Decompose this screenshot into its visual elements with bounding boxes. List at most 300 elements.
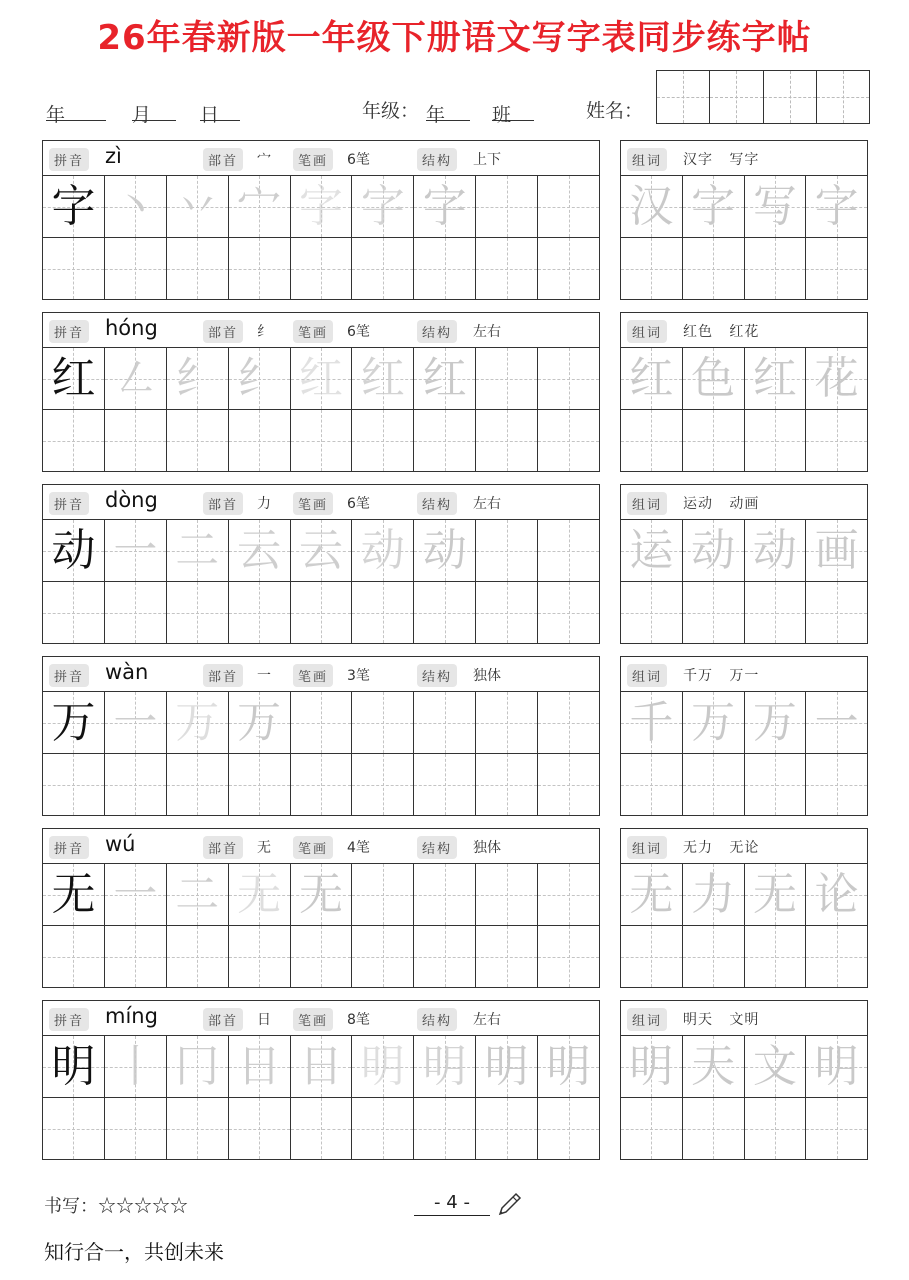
- pinyin-tag: 拼音: [49, 148, 89, 171]
- practice-cell[interactable]: [291, 582, 353, 643]
- practice-cell[interactable]: [476, 1098, 538, 1159]
- words-value: 千万 万一: [683, 668, 760, 684]
- practice-cell[interactable]: [229, 926, 291, 987]
- trace-char: 冂: [175, 1040, 220, 1092]
- practice-cell[interactable]: [476, 520, 538, 581]
- practice-cell[interactable]: [538, 410, 599, 471]
- practice-cell[interactable]: [105, 582, 167, 643]
- practice-cell[interactable]: [476, 754, 538, 815]
- word-trace-char: 万: [752, 696, 797, 748]
- word-trace-cell[interactable]: [806, 176, 867, 237]
- practice-cell[interactable]: [476, 176, 538, 237]
- trace-char: 一: [113, 868, 158, 920]
- practice-cell[interactable]: [43, 410, 105, 471]
- trace-char: 字: [360, 180, 405, 232]
- words-tag: 组词: [627, 492, 667, 515]
- trace-char: 动: [360, 524, 405, 576]
- char-panel: [42, 1000, 600, 1160]
- trace-cell[interactable]: [105, 864, 167, 925]
- word-practice-cell[interactable]: [745, 238, 807, 299]
- practice-cell[interactable]: [414, 582, 476, 643]
- word-trace-row: [621, 176, 867, 238]
- trace-char: 丨: [113, 1040, 158, 1092]
- char-header: [43, 657, 599, 692]
- word-trace-row: [621, 692, 867, 754]
- practice-cell[interactable]: [167, 754, 229, 815]
- practice-cell[interactable]: [43, 1098, 105, 1159]
- pinyin-value: dòng: [105, 488, 158, 512]
- practice-cell[interactable]: [476, 410, 538, 471]
- trace-cell[interactable]: [105, 520, 167, 581]
- radical-tag: 部首: [203, 1008, 243, 1031]
- pinyin-tag: 拼音: [49, 320, 89, 343]
- pinyin-value: wú: [105, 832, 136, 856]
- trace-cell[interactable]: [476, 1036, 538, 1097]
- trace-cell[interactable]: [167, 1036, 229, 1097]
- model-cell: [43, 692, 105, 753]
- trace-char: 二: [175, 868, 220, 920]
- word-practice-row: [621, 926, 867, 987]
- word-trace-char: 字: [691, 180, 736, 232]
- word-practice-cell[interactable]: [621, 582, 683, 643]
- word-trace-cell[interactable]: [621, 176, 683, 237]
- word-trace-cell[interactable]: [745, 348, 807, 409]
- radical-tag: 部首: [203, 836, 243, 859]
- practice-cell[interactable]: [167, 238, 229, 299]
- trace-cell[interactable]: [352, 1036, 414, 1097]
- word-trace-char: 千: [629, 696, 674, 748]
- practice-cell[interactable]: [414, 864, 476, 925]
- word-practice-cell[interactable]: [621, 410, 683, 471]
- page-title: 26年春新版一年级下册语文写字表同步练字帖: [97, 18, 812, 58]
- practice-cell[interactable]: [105, 410, 167, 471]
- model-cell: [43, 348, 105, 409]
- char-grid: [43, 1036, 599, 1159]
- pinyin-value: hóng: [105, 316, 158, 340]
- practice-cell[interactable]: [229, 238, 291, 299]
- words-header: [621, 657, 867, 692]
- practice-cell[interactable]: [43, 754, 105, 815]
- trace-cell[interactable]: [105, 1036, 167, 1097]
- radical-value: 力: [257, 496, 271, 512]
- practice-cell[interactable]: [538, 520, 599, 581]
- practice-cell[interactable]: [229, 1098, 291, 1159]
- practice-row: [43, 238, 599, 299]
- trace-cell[interactable]: [167, 348, 229, 409]
- info-row: [46, 92, 646, 126]
- word-practice-cell[interactable]: [745, 410, 807, 471]
- practice-cell[interactable]: [414, 410, 476, 471]
- word-practice-cell[interactable]: [806, 1098, 867, 1159]
- trace-char: 明: [360, 1040, 405, 1092]
- char-grid: [43, 176, 599, 299]
- word-practice-cell[interactable]: [683, 582, 745, 643]
- practice-row: [43, 582, 599, 643]
- words-value: 红色 红花: [683, 324, 760, 340]
- word-trace-char: 字: [814, 180, 859, 232]
- practice-cell[interactable]: [229, 582, 291, 643]
- practice-cell[interactable]: [414, 238, 476, 299]
- word-practice-cell[interactable]: [683, 1098, 745, 1159]
- word-trace-char: 万: [691, 696, 736, 748]
- pinyin-value: míng: [105, 1004, 158, 1028]
- words-grid: [621, 520, 867, 643]
- char-panel: [42, 656, 600, 816]
- word-trace-cell[interactable]: [745, 176, 807, 237]
- word-trace-cell[interactable]: [683, 176, 745, 237]
- pinyin-tag: 拼音: [49, 664, 89, 687]
- practice-cell[interactable]: [352, 582, 414, 643]
- model-char: 无: [51, 868, 96, 920]
- radical-tag: 部首: [203, 320, 243, 343]
- trace-cell[interactable]: [229, 692, 291, 753]
- word-trace-char: 动: [752, 524, 797, 576]
- structure-value: 左右: [473, 1012, 501, 1028]
- trace-cell[interactable]: [229, 520, 291, 581]
- practice-cell[interactable]: [105, 926, 167, 987]
- trace-char: 丷: [175, 180, 220, 232]
- words-value: 汉字 写字: [683, 152, 760, 168]
- stroke-row: [43, 520, 599, 582]
- word-practice-cell[interactable]: [806, 410, 867, 471]
- practice-cell[interactable]: [414, 754, 476, 815]
- words-grid: [621, 176, 867, 299]
- word-trace-char: 红: [752, 352, 797, 404]
- pinyin-tag: 拼音: [49, 836, 89, 859]
- practice-cell[interactable]: [291, 410, 353, 471]
- trace-cell[interactable]: [167, 520, 229, 581]
- pinyin-tag: 拼音: [49, 1008, 89, 1031]
- word-trace-cell[interactable]: [683, 520, 745, 581]
- practice-cell[interactable]: [105, 754, 167, 815]
- structure-tag: 结构: [417, 836, 457, 859]
- trace-char: 二: [175, 524, 220, 576]
- trace-char: 字: [299, 180, 343, 232]
- trace-cell[interactable]: [229, 864, 291, 925]
- trace-cell[interactable]: [105, 692, 167, 753]
- strokes-value: 3笔: [347, 668, 370, 684]
- trace-cell[interactable]: [538, 1036, 599, 1097]
- word-trace-cell[interactable]: [621, 348, 683, 409]
- word-practice-cell[interactable]: [621, 926, 683, 987]
- practice-cell[interactable]: [291, 692, 353, 753]
- word-trace-cell[interactable]: [745, 520, 807, 581]
- word-trace-cell[interactable]: [621, 864, 683, 925]
- practice-cell[interactable]: [352, 864, 414, 925]
- trace-cell[interactable]: [414, 348, 476, 409]
- words-value: 运动 动画: [683, 496, 760, 512]
- model-cell: [43, 864, 105, 925]
- structure-tag: 结构: [417, 492, 457, 515]
- char-header: [43, 141, 599, 176]
- words-panel: [620, 140, 868, 300]
- trace-cell[interactable]: [352, 520, 414, 581]
- strokes-value: 6笔: [347, 496, 370, 512]
- practice-cell[interactable]: [105, 238, 167, 299]
- trace-char: 红: [299, 352, 343, 404]
- word-trace-cell[interactable]: [745, 1036, 807, 1097]
- word-trace-cell[interactable]: [806, 520, 867, 581]
- trace-char: 明: [422, 1040, 467, 1092]
- radical-tag: 部首: [203, 664, 243, 687]
- word-trace-char: 明: [629, 1040, 674, 1092]
- structure-value: 上下: [473, 152, 501, 168]
- practice-cell[interactable]: [414, 926, 476, 987]
- strokes-value: 4笔: [347, 840, 370, 856]
- trace-char: 明: [484, 1040, 529, 1092]
- practice-cell[interactable]: [538, 926, 599, 987]
- structure-tag: 结构: [417, 1008, 457, 1031]
- word-trace-cell[interactable]: [621, 1036, 683, 1097]
- trace-cell[interactable]: [291, 1036, 353, 1097]
- trace-cell[interactable]: [291, 176, 353, 237]
- practice-row: [43, 1098, 599, 1159]
- slogan: 知行合一，共创未来: [44, 1240, 224, 1264]
- word-trace-cell[interactable]: [683, 348, 745, 409]
- trace-char: 红: [360, 352, 405, 404]
- strokes-tag: 笔画: [293, 664, 333, 687]
- practice-cell[interactable]: [229, 754, 291, 815]
- trace-char: 一: [113, 696, 158, 748]
- grade-label: 年级：: [362, 100, 420, 122]
- structure-tag: 结构: [417, 320, 457, 343]
- strokes-tag: 笔画: [293, 148, 333, 171]
- practice-cell[interactable]: [476, 926, 538, 987]
- model-cell: [43, 520, 105, 581]
- name-cell[interactable]: [710, 71, 763, 123]
- words-panel: [620, 828, 868, 988]
- word-trace-char: 一: [814, 696, 859, 748]
- word-trace-char: 动: [691, 524, 736, 576]
- structure-value: 独体: [473, 668, 501, 684]
- words-value: 明天 文明: [683, 1012, 760, 1028]
- trace-char: 云: [237, 524, 282, 576]
- trace-cell[interactable]: [414, 1036, 476, 1097]
- practice-cell[interactable]: [352, 754, 414, 815]
- practice-cell[interactable]: [352, 926, 414, 987]
- words-tag: 组词: [627, 320, 667, 343]
- name-cell[interactable]: [817, 71, 869, 123]
- structure-tag: 结构: [417, 148, 457, 171]
- practice-cell[interactable]: [538, 1098, 599, 1159]
- word-trace-cell[interactable]: [806, 1036, 867, 1097]
- word-trace-cell[interactable]: [806, 864, 867, 925]
- word-practice-cell[interactable]: [745, 582, 807, 643]
- words-panel: [620, 484, 868, 644]
- word-trace-char: 画: [814, 524, 859, 576]
- practice-cell[interactable]: [43, 926, 105, 987]
- model-char: 明: [51, 1040, 96, 1092]
- trace-char: 宀: [237, 180, 282, 232]
- practice-cell[interactable]: [229, 410, 291, 471]
- practice-cell[interactable]: [476, 692, 538, 753]
- word-practice-cell[interactable]: [683, 238, 745, 299]
- word-trace-cell[interactable]: [683, 692, 745, 753]
- practice-cell[interactable]: [291, 238, 353, 299]
- word-trace-row: [621, 348, 867, 410]
- word-trace-char: 无: [629, 868, 674, 920]
- practice-cell[interactable]: [167, 926, 229, 987]
- trace-cell[interactable]: [291, 864, 353, 925]
- practice-block: [42, 828, 868, 988]
- stroke-row: [43, 1036, 599, 1098]
- trace-char: 万: [237, 696, 282, 748]
- trace-cell[interactable]: [229, 1036, 291, 1097]
- trace-cell[interactable]: [105, 348, 167, 409]
- pen-icon: [494, 1190, 524, 1220]
- trace-cell[interactable]: [229, 348, 291, 409]
- word-trace-char: 无: [752, 868, 797, 920]
- word-practice-cell[interactable]: [745, 926, 807, 987]
- word-practice-cell[interactable]: [745, 754, 807, 815]
- word-practice-cell[interactable]: [683, 754, 745, 815]
- model-char: 动: [51, 524, 96, 576]
- practice-cell[interactable]: [476, 864, 538, 925]
- word-trace-char: 运: [629, 524, 674, 576]
- practice-cell[interactable]: [538, 754, 599, 815]
- strokes-tag: 笔画: [293, 320, 333, 343]
- practice-cell[interactable]: [291, 754, 353, 815]
- trace-cell[interactable]: [414, 520, 476, 581]
- structure-tag: 结构: [417, 664, 457, 687]
- practice-block: [42, 1000, 868, 1160]
- words-panel: [620, 312, 868, 472]
- char-header: [43, 485, 599, 520]
- trace-char: 日: [299, 1040, 343, 1092]
- char-header: [43, 313, 599, 348]
- word-practice-cell[interactable]: [683, 410, 745, 471]
- practice-block: [42, 484, 868, 644]
- practice-cell[interactable]: [352, 692, 414, 753]
- practice-cell[interactable]: [167, 1098, 229, 1159]
- word-trace-cell[interactable]: [683, 864, 745, 925]
- word-trace-cell[interactable]: [683, 1036, 745, 1097]
- radical-tag: 部首: [203, 148, 243, 171]
- name-label: 姓名：: [586, 100, 644, 122]
- word-practice-row: [621, 238, 867, 299]
- practice-cell[interactable]: [167, 410, 229, 471]
- practice-block: [42, 656, 868, 816]
- trace-char: 一: [113, 524, 158, 576]
- practice-cell[interactable]: [352, 410, 414, 471]
- word-practice-cell[interactable]: [745, 1098, 807, 1159]
- pinyin-value: wàn: [105, 660, 149, 684]
- practice-cell[interactable]: [476, 238, 538, 299]
- radical-value: 日: [257, 1012, 271, 1028]
- practice-cell[interactable]: [43, 582, 105, 643]
- word-practice-cell[interactable]: [806, 926, 867, 987]
- word-practice-cell[interactable]: [806, 238, 867, 299]
- trace-cell[interactable]: [352, 348, 414, 409]
- stroke-row: [43, 348, 599, 410]
- trace-cell[interactable]: [167, 176, 229, 237]
- model-char: 万: [51, 696, 96, 748]
- word-practice-cell[interactable]: [683, 926, 745, 987]
- trace-char: 红: [422, 352, 467, 404]
- practice-cell[interactable]: [167, 582, 229, 643]
- practice-cell[interactable]: [538, 864, 599, 925]
- word-trace-cell[interactable]: [745, 864, 807, 925]
- practice-cell[interactable]: [476, 348, 538, 409]
- practice-cell[interactable]: [538, 348, 599, 409]
- strokes-tag: 笔画: [293, 1008, 333, 1031]
- word-practice-cell[interactable]: [806, 582, 867, 643]
- practice-cell[interactable]: [291, 1098, 353, 1159]
- word-trace-char: 论: [814, 868, 859, 920]
- word-trace-cell[interactable]: [806, 692, 867, 753]
- word-trace-cell[interactable]: [806, 348, 867, 409]
- practice-cell[interactable]: [538, 238, 599, 299]
- trace-cell[interactable]: [352, 176, 414, 237]
- word-practice-cell[interactable]: [621, 754, 683, 815]
- practice-block: [42, 312, 868, 472]
- month-label: 月: [132, 104, 152, 126]
- word-practice-cell[interactable]: [621, 238, 683, 299]
- name-cell[interactable]: [657, 71, 710, 123]
- practice-cell[interactable]: [538, 582, 599, 643]
- char-grid: [43, 520, 599, 643]
- practice-cell[interactable]: [105, 1098, 167, 1159]
- trace-char: 纟: [237, 352, 282, 404]
- trace-cell[interactable]: [167, 864, 229, 925]
- word-trace-char: 红: [629, 352, 674, 404]
- radical-tag: 部首: [203, 492, 243, 515]
- practice-cell[interactable]: [414, 692, 476, 753]
- practice-cell[interactable]: [538, 692, 599, 753]
- trace-cell[interactable]: [291, 520, 353, 581]
- word-trace-char: 写: [752, 180, 797, 232]
- words-tag: 组词: [627, 664, 667, 687]
- structure-value: 独体: [473, 840, 501, 856]
- words-grid: [621, 1036, 867, 1159]
- name-grid[interactable]: [656, 70, 870, 124]
- word-trace-cell[interactable]: [621, 692, 683, 753]
- word-trace-cell[interactable]: [745, 692, 807, 753]
- trace-cell[interactable]: [167, 692, 229, 753]
- stroke-row: [43, 692, 599, 754]
- practice-cell[interactable]: [43, 238, 105, 299]
- char-header: [43, 1001, 599, 1036]
- pinyin-value: zì: [105, 144, 122, 168]
- word-practice-row: [621, 1098, 867, 1159]
- word-practice-cell[interactable]: [621, 1098, 683, 1159]
- practice-cell[interactable]: [414, 1098, 476, 1159]
- name-cell[interactable]: [764, 71, 817, 123]
- trace-cell[interactable]: [229, 176, 291, 237]
- words-header: [621, 1001, 867, 1036]
- pinyin-tag: 拼音: [49, 492, 89, 515]
- practice-cell[interactable]: [352, 238, 414, 299]
- words-grid: [621, 348, 867, 471]
- trace-char: 纟: [175, 352, 220, 404]
- word-practice-cell[interactable]: [806, 754, 867, 815]
- words-grid: [621, 864, 867, 987]
- words-tag: 组词: [627, 1008, 667, 1031]
- practice-cell[interactable]: [291, 926, 353, 987]
- trace-cell[interactable]: [414, 176, 476, 237]
- practice-cell[interactable]: [538, 176, 599, 237]
- trace-char: 动: [422, 524, 467, 576]
- strokes-tag: 笔画: [293, 492, 333, 515]
- words-header: [621, 485, 867, 520]
- words-header: [621, 313, 867, 348]
- practice-cell[interactable]: [476, 582, 538, 643]
- practice-cell[interactable]: [352, 1098, 414, 1159]
- word-trace-char: 色: [691, 352, 736, 404]
- word-trace-cell[interactable]: [621, 520, 683, 581]
- trace-cell[interactable]: [105, 176, 167, 237]
- trace-cell[interactable]: [291, 348, 353, 409]
